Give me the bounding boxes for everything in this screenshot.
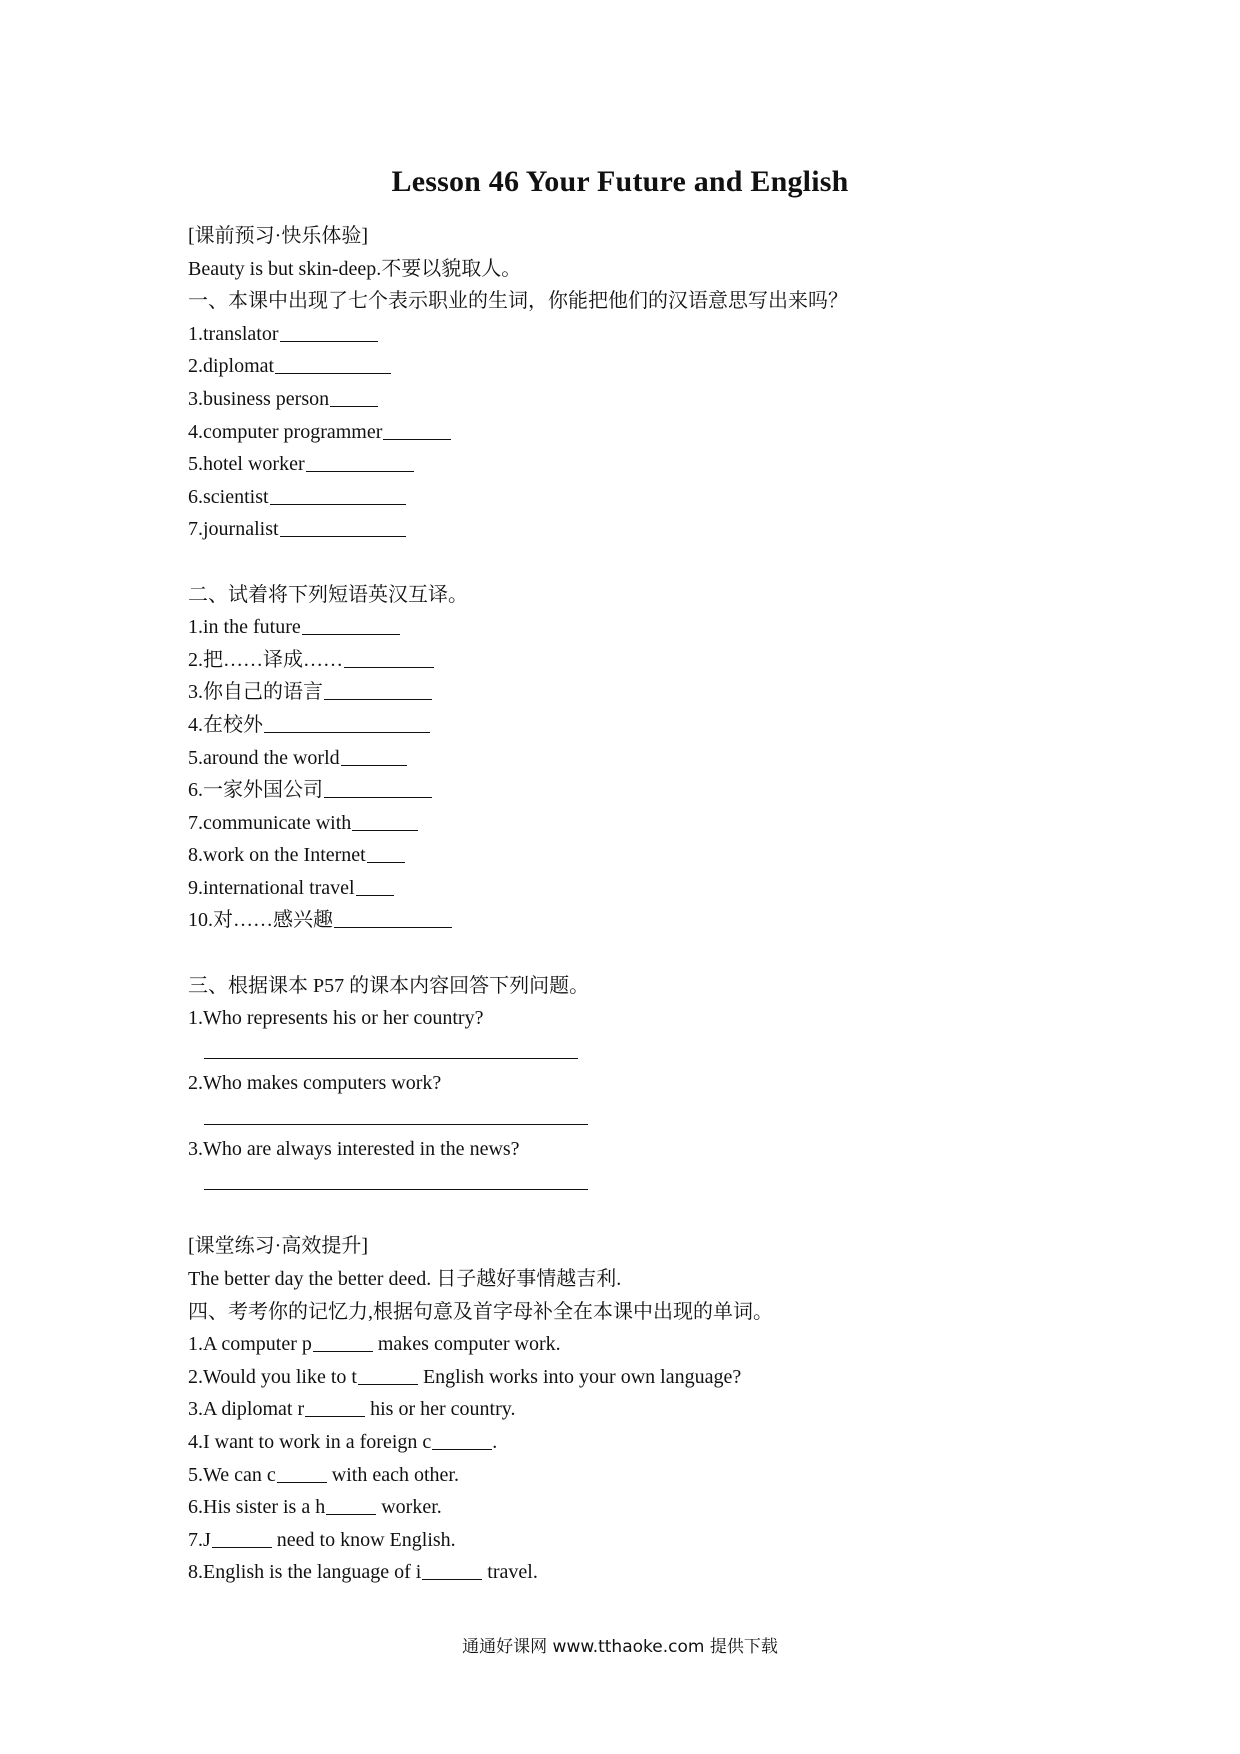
list-item — [188, 1491, 1108, 1524]
list-item — [188, 839, 1108, 872]
answer-blank[interactable] — [358, 1364, 418, 1385]
item-text-before: 4.I want to work in a foreign c — [188, 1430, 432, 1453]
list-item — [188, 742, 1108, 775]
item-text: 8.work on the Internet — [188, 844, 366, 867]
list-item — [188, 709, 1108, 742]
list-item — [188, 774, 1108, 807]
answer-line[interactable] — [188, 1035, 1108, 1068]
item-text: 6.一家外国公司 — [188, 779, 323, 802]
answer-blank[interactable] — [432, 1429, 492, 1450]
item-text-after: need to know English. — [271, 1528, 456, 1551]
item-text-after: with each other. — [326, 1463, 459, 1486]
item-text-before: 5.We can c — [188, 1463, 276, 1486]
question-text: 1.Who represents his or her country? — [188, 1007, 484, 1030]
answer-blank[interactable] — [305, 1396, 365, 1417]
item-text: 2.diplomat — [188, 355, 275, 378]
list-item — [188, 676, 1108, 709]
answer-blank[interactable] — [302, 614, 400, 635]
answer-rule — [204, 1058, 578, 1059]
answer-blank[interactable] — [275, 353, 391, 374]
answer-blank[interactable] — [352, 810, 418, 831]
item-text-before: 1.A computer p — [188, 1333, 312, 1356]
list-item — [188, 383, 1108, 416]
list-item — [188, 481, 1108, 514]
page-title: Lesson 46 Your Future and English — [391, 165, 849, 198]
preview-header: [课前预习·快乐体验] — [188, 225, 368, 247]
item-text: 5.around the world — [188, 746, 340, 769]
page-footer: 通通好课网 www.tthaoke.com 提供下载 — [462, 1637, 778, 1657]
item-text-before: 8.English is the language of i — [188, 1561, 422, 1584]
worksheet-body — [188, 220, 1108, 1589]
answer-blank[interactable] — [280, 516, 406, 537]
list-item — [188, 513, 1108, 546]
answer-rule — [204, 1124, 588, 1125]
preview-proverb: Beauty is but skin-deep.不要以貌取人。 — [188, 257, 522, 280]
item-text: 7.communicate with — [188, 811, 352, 834]
answer-blank[interactable] — [212, 1527, 272, 1548]
answer-line[interactable] — [188, 1100, 1108, 1133]
section2-heading: 二、试着将下列短语英汉互译。 — [188, 583, 468, 606]
answer-blank[interactable] — [334, 907, 452, 928]
answer-blank[interactable] — [280, 321, 378, 342]
practice-header: [课堂练习·高效提升] — [188, 1235, 368, 1258]
answer-blank[interactable] — [326, 1494, 376, 1515]
question-text: 2.Who makes computers work? — [188, 1072, 442, 1095]
answer-blank[interactable] — [324, 777, 432, 798]
item-text-before: 3.A diplomat r — [188, 1398, 305, 1421]
list-item — [188, 904, 1108, 937]
list-item — [188, 1393, 1108, 1426]
item-text: 3.你自己的语言 — [188, 681, 323, 704]
item-text: 4.在校外 — [188, 713, 263, 736]
item-text: 1.in the future — [188, 616, 301, 639]
answer-line[interactable] — [188, 1165, 1108, 1198]
answer-blank[interactable] — [344, 647, 434, 668]
item-text-before: 2.Would you like to t — [188, 1365, 357, 1388]
item-text: 9.international travel — [188, 876, 355, 899]
answer-rule — [204, 1189, 588, 1190]
item-text: 3.business person — [188, 387, 330, 410]
list-item — [188, 1524, 1108, 1557]
list-item — [188, 448, 1108, 481]
item-text: 1.translator — [188, 322, 279, 345]
item-text-before: 7.J — [188, 1528, 211, 1551]
item-text: 4.computer programmer — [188, 420, 383, 443]
list-item — [188, 1556, 1108, 1589]
item-text: 7.journalist — [188, 518, 279, 541]
item-text-after: English works into your own language? — [417, 1365, 742, 1388]
list-item — [188, 1426, 1108, 1459]
item-text-after: . — [492, 1430, 498, 1453]
list-item — [188, 611, 1108, 644]
item-text: 10.对……感兴趣 — [188, 909, 333, 932]
list-item — [188, 318, 1108, 351]
section1-heading: 一、本课中出现了七个表示职业的生词，你能把他们的汉语意思写出来吗？ — [188, 290, 848, 313]
answer-blank[interactable] — [313, 1331, 373, 1352]
answer-blank[interactable] — [264, 712, 430, 733]
answer-blank[interactable] — [367, 842, 405, 863]
answer-blank[interactable] — [356, 875, 394, 896]
item-text: 2.把……译成…… — [188, 648, 343, 671]
answer-blank[interactable] — [383, 419, 451, 440]
answer-blank[interactable] — [277, 1462, 327, 1483]
item-text: 5.hotel worker — [188, 453, 305, 476]
item-text-after: worker. — [376, 1496, 442, 1519]
list-item — [188, 872, 1108, 905]
item-text-after: travel. — [482, 1561, 538, 1584]
question-text: 3.Who are always interested in the news? — [188, 1137, 520, 1160]
list-item — [188, 807, 1108, 840]
item-text-after: his or her country. — [365, 1398, 516, 1421]
list-item — [188, 644, 1108, 677]
section4-heading: 四、考考你的记忆力,根据句意及首字母补全在本课中出现的单词。 — [188, 1300, 773, 1323]
answer-blank[interactable] — [306, 451, 414, 472]
answer-blank[interactable] — [270, 484, 406, 505]
answer-blank[interactable] — [422, 1559, 482, 1580]
section3-heading: 三、根据课本 P57 的课本内容回答下列问题。 — [188, 974, 590, 997]
list-item — [188, 1459, 1108, 1492]
item-text-after: makes computer work. — [372, 1333, 561, 1356]
item-text-before: 6.His sister is a h — [188, 1496, 326, 1519]
answer-blank[interactable] — [330, 386, 378, 407]
item-text: 6.scientist — [188, 485, 269, 508]
list-item — [188, 416, 1108, 449]
answer-blank[interactable] — [341, 745, 407, 766]
answer-blank[interactable] — [324, 679, 432, 700]
list-item — [188, 1328, 1108, 1361]
practice-proverb: The better day the better deed. 日子越好事情越吉利. — [188, 1268, 622, 1290]
list-item — [188, 350, 1108, 383]
list-item — [188, 1361, 1108, 1394]
